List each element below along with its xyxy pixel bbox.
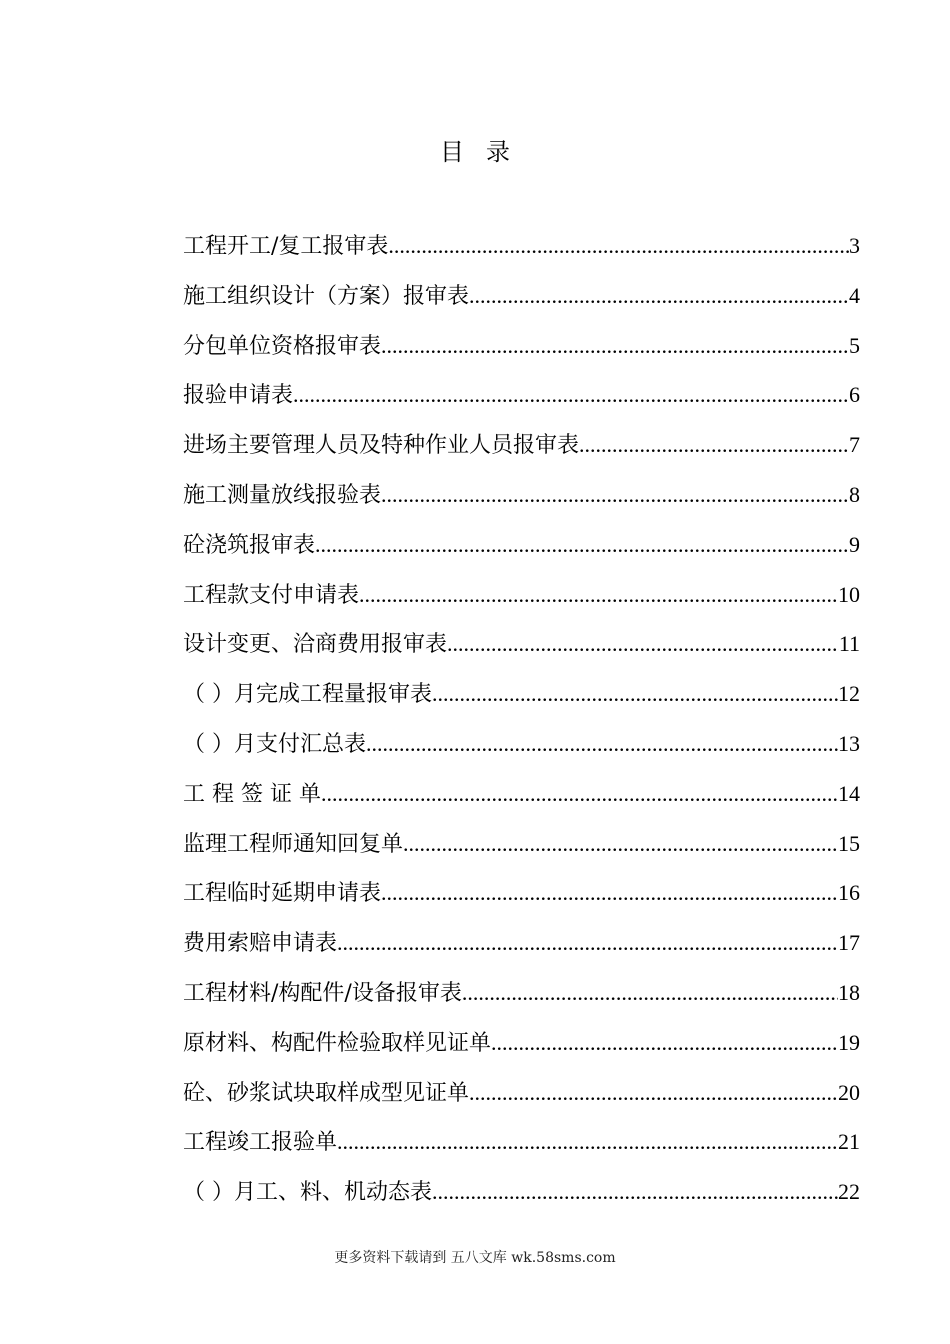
toc-entry-label: 工程开工/复工报审表 [183,234,389,259]
toc-entry[interactable] [183,627,860,677]
toc-leader-dots [432,1179,838,1205]
toc-entry-label: 砼、砂浆试块取样成型见证单 [183,1080,470,1106]
toc-entry-label: 施工组织设计（方案）报审表 [183,283,470,309]
toc-entry[interactable] [183,478,860,528]
toc-leader-dots [388,233,849,259]
toc-entry[interactable] [183,229,860,279]
toc-entry[interactable] [183,279,860,329]
toc-leader-dots [469,1080,838,1106]
toc-entry-label: 分包单位资格报审表 [183,333,382,359]
toc-entry-label: 砼浇筑报审表 [183,532,316,558]
toc-entry-label: 监理工程师通知回复单 [183,831,404,857]
toc-entry-page-number: 11 [838,631,860,657]
toc-entry-page-number: 22 [838,1179,860,1205]
toc-leader-dots [337,1129,838,1155]
toc-entry[interactable] [183,329,860,379]
toc-leader-dots [403,831,838,857]
toc-entry-page-number: 18 [838,979,860,1005]
toc-entry-page-number: 13 [838,730,860,756]
toc-entry[interactable] [183,827,860,877]
toc-entry[interactable] [183,976,860,1026]
toc-entry-label: 费用索赔申请表 [183,931,338,957]
toc-entry-page-number: 20 [838,1079,860,1105]
toc-entry-page-number: 8 [849,481,860,507]
toc-entry-page-number: 17 [838,930,860,956]
toc-entry-page-number: 10 [838,581,860,607]
toc-leader-dots [381,482,849,508]
toc-entry[interactable] [183,926,860,976]
toc-entry[interactable] [183,677,860,727]
toc-entry-label: 设计变更、洽商费用报审表 [183,632,448,658]
toc-leader-dots [366,731,838,757]
toc-leader-dots [432,681,838,707]
toc-leader-dots [315,532,849,558]
toc-entry-label: 工程竣工报验单 [183,1130,338,1156]
footer-note: 更多资料下载请到 五八文库 wk.58sms.com [334,1250,616,1266]
toc-entry[interactable] [183,727,860,777]
toc-entry[interactable] [183,428,860,478]
toc-leader-dots [293,382,849,408]
page-title [0,132,950,167]
toc-entry[interactable] [183,876,860,926]
toc-entry-page-number: 6 [849,382,860,408]
toc-entry-page-number: 3 [849,233,860,258]
toc-entry-label: 工程临时延期申请表 [183,881,382,907]
toc-leader-dots [337,930,838,956]
toc-entry-page-number: 21 [838,1129,860,1155]
toc-leader-dots [381,880,838,906]
toc-entry-page-number: 19 [838,1029,860,1055]
toc-leader-dots [359,582,838,608]
toc-leader-dots [462,980,838,1006]
toc-entry[interactable] [183,777,860,827]
toc-leader-dots [491,1030,838,1056]
toc-entry-page-number: 16 [838,880,860,906]
toc-entry-page-number: 4 [849,282,860,308]
toc-entry[interactable] [183,578,860,628]
table-of-contents [183,229,860,1225]
title-char-2: 录 [486,138,510,166]
toc-entry-label: 工程材料/构配件/设备报审表 [183,980,462,1006]
toc-entry-label: 工 程 签 证 单 [183,781,321,807]
toc-entry-page-number: 9 [849,531,860,557]
toc-leader-dots [321,781,838,807]
toc-entry[interactable] [183,1125,860,1175]
toc-entry-page-number: 5 [849,332,860,358]
toc-entry[interactable] [183,1026,860,1076]
toc-entry-page-number: 12 [838,681,860,707]
toc-entry[interactable] [183,1175,860,1225]
toc-entry-label: 进场主要管理人员及特种作业人员报审表 [183,433,580,459]
toc-entry-label: （ ）月支付汇总表 [183,731,366,757]
toc-entry-page-number: 7 [849,432,860,458]
toc-entry-label: 原材料、构配件检验取样见证单 [183,1030,492,1056]
toc-entry-label: 施工测量放线报验表 [183,482,382,508]
toc-entry-page-number: 15 [838,830,860,856]
toc-entry[interactable] [183,1076,860,1126]
toc-entry-label: 工程款支付申请表 [183,582,360,608]
toc-leader-dots [447,631,839,657]
toc-entry-label: 报验申请表 [183,383,294,409]
toc-entry[interactable] [183,378,860,428]
toc-leader-dots [381,333,849,359]
toc-leader-dots [469,283,849,309]
toc-entry-label: （ ）月工、料、机动态表 [183,1180,432,1206]
toc-leader-dots [579,432,849,458]
toc-entry-page-number: 14 [838,780,860,806]
title-char-1: 目 [440,138,464,166]
toc-entry-label: （ ）月完成工程量报审表 [183,682,432,708]
toc-entry[interactable] [183,528,860,578]
